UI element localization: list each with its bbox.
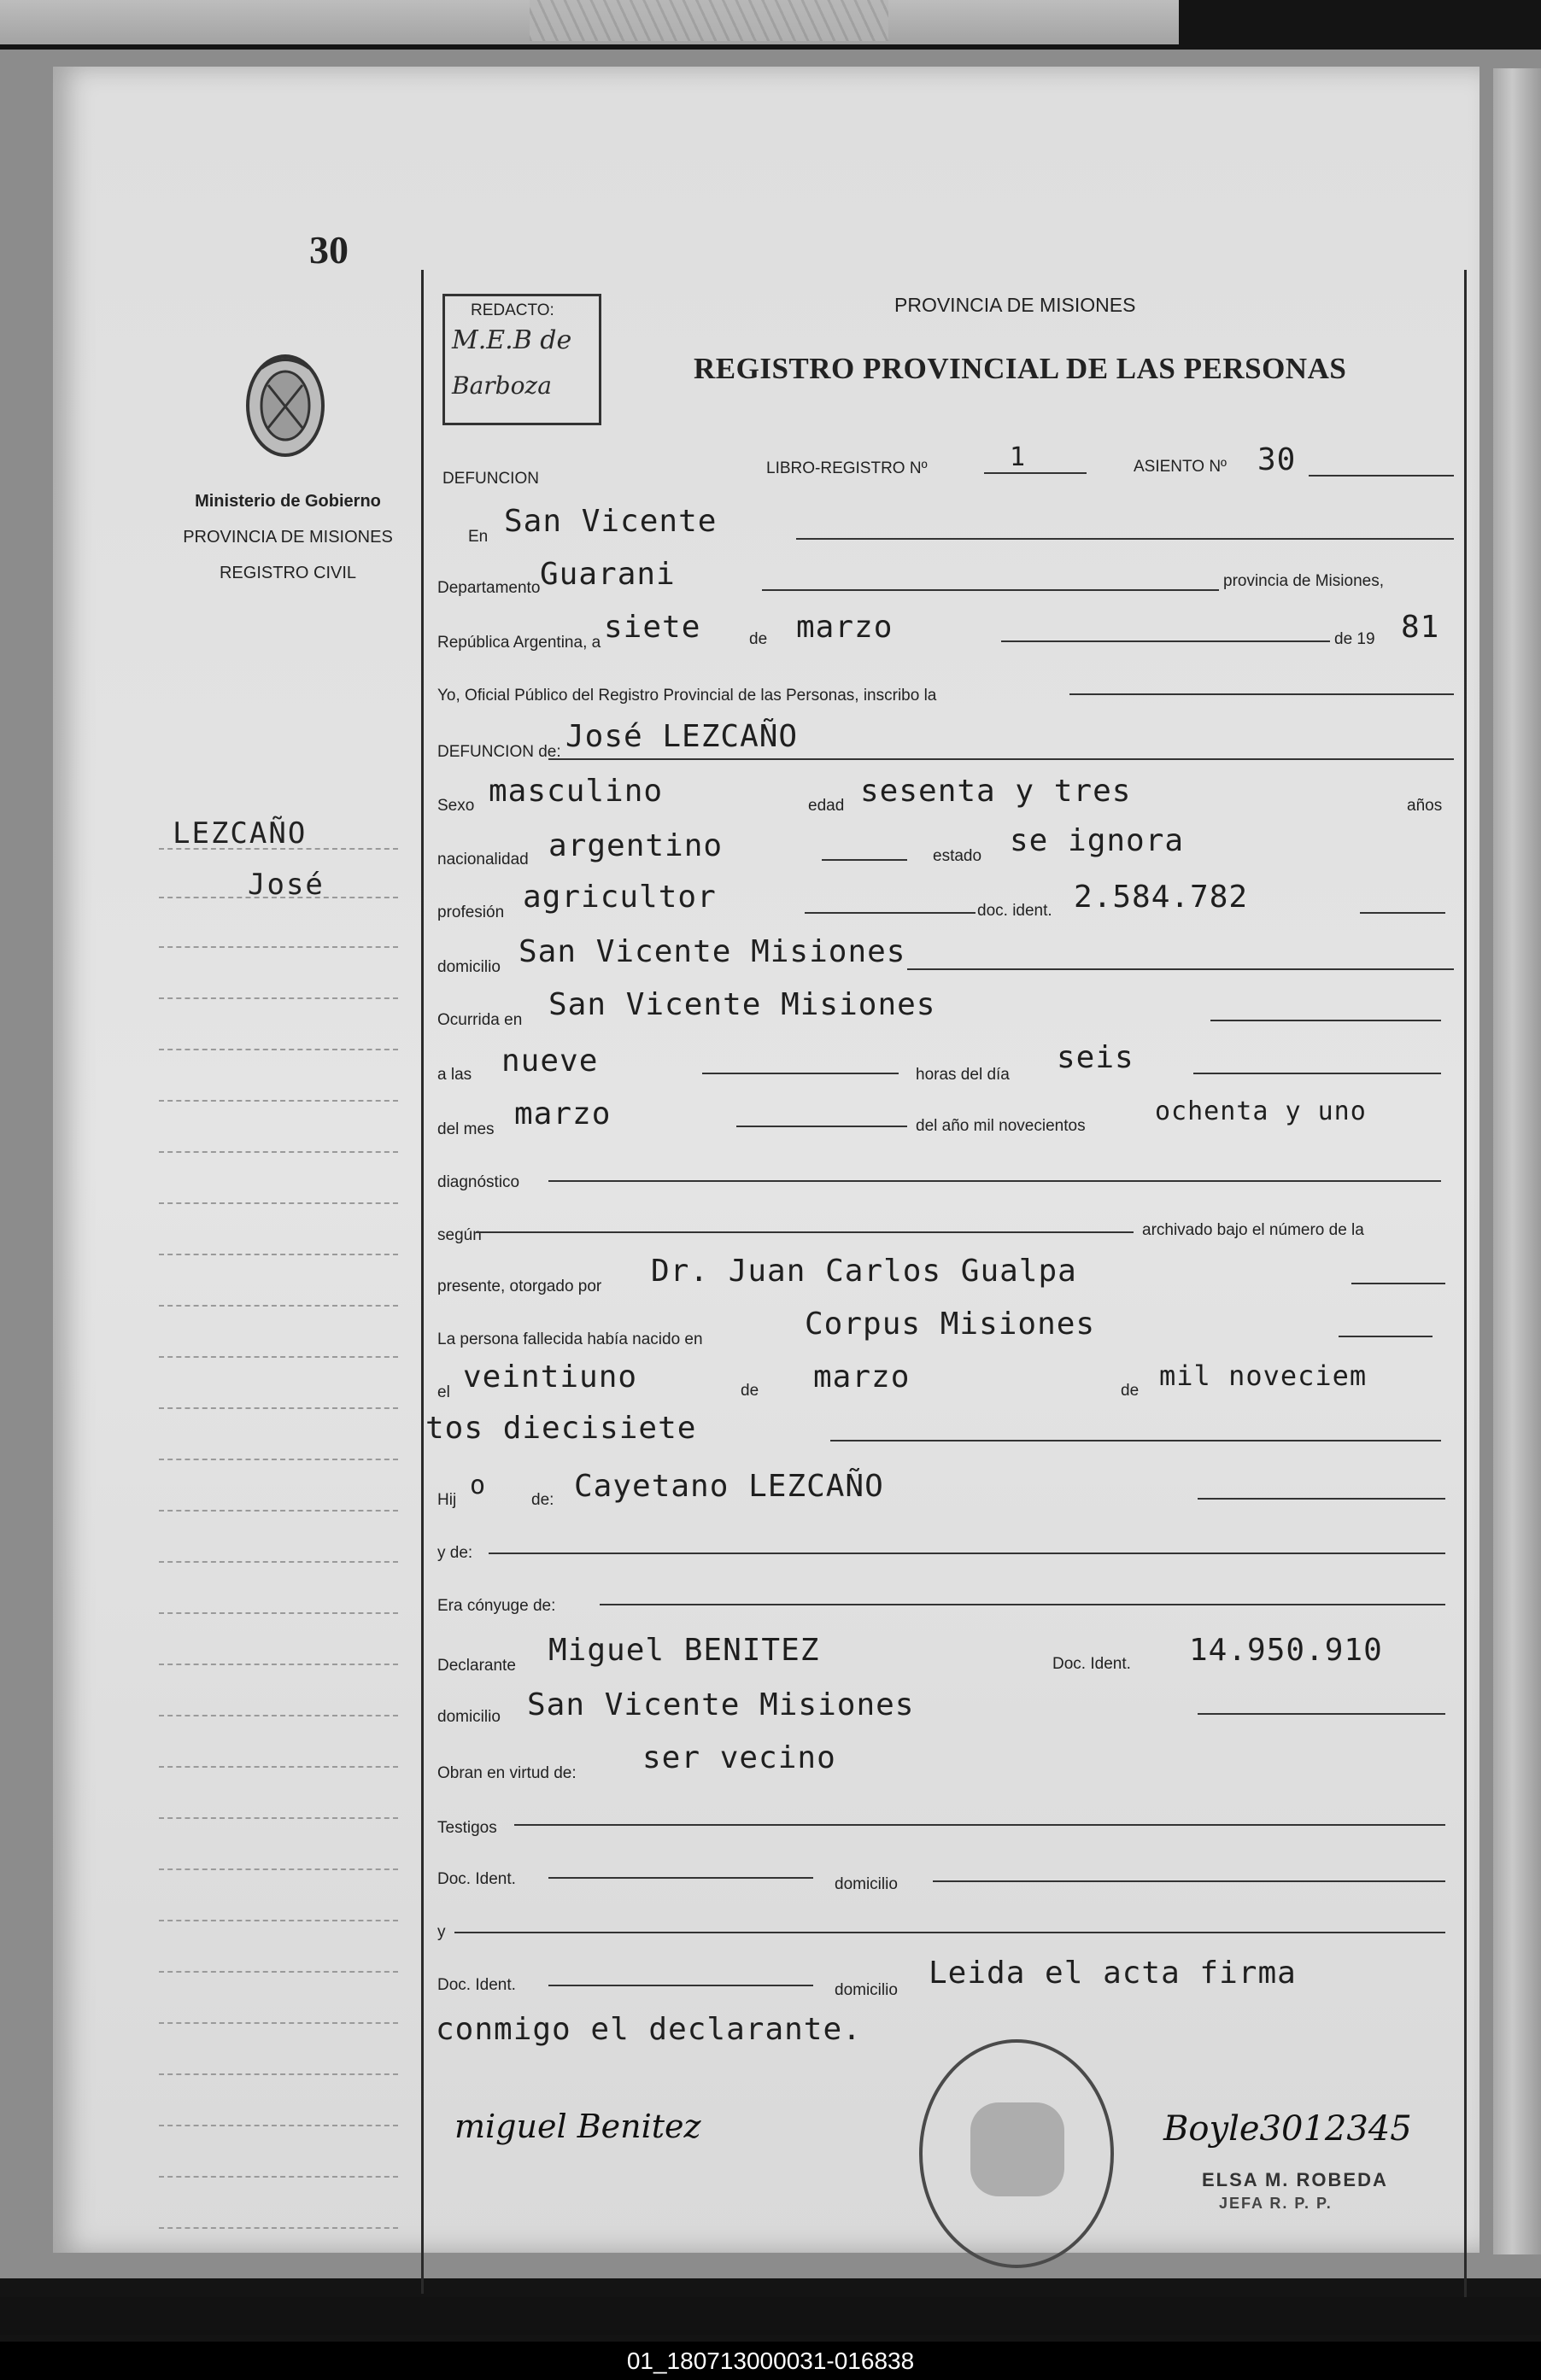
obran-label: Obran en virtud de: [437, 1764, 577, 1782]
el-value: veintiuno [463, 1360, 638, 1395]
ledger-line [159, 1100, 398, 1102]
defuncion-title: DEFUNCION [442, 470, 539, 488]
hijo-value: Cayetano LEZCAÑO [574, 1469, 884, 1504]
alas-value: nueve [501, 1044, 599, 1079]
fill-line [1069, 693, 1454, 695]
fill-line [702, 1073, 899, 1074]
delmes-value: marzo [514, 1096, 612, 1132]
hijo-de-label: de: [531, 1491, 554, 1509]
ledger-line [159, 848, 398, 850]
registry-title: REGISTRO PROVINCIAL DE LAS PERSONAS [694, 352, 1347, 385]
diagnostico-label: diagnóstico [437, 1173, 520, 1191]
official-role: JEFA R. P. P. [1219, 2195, 1333, 2212]
ledger-line [159, 2073, 398, 2075]
declarante-label: Declarante [437, 1657, 516, 1675]
testigos-label: Testigos [437, 1819, 497, 1837]
domicilio3-label: domicilio [835, 1875, 898, 1893]
ledger-line [159, 1459, 398, 1460]
yo-label: Yo, Oficial Público del Registro Provincial de las Personas, inscribo la [437, 687, 937, 705]
profesion-label: profesión [437, 903, 505, 921]
image-caption: 01_180713000031-016838 [0, 2342, 1541, 2380]
y-label: y [437, 1923, 446, 1941]
ledger-line [159, 1510, 398, 1512]
ledger-line [159, 1612, 398, 1614]
book-edge [1493, 68, 1541, 2254]
margin-divider [421, 270, 424, 2294]
libro-value: 1 [1010, 442, 1027, 472]
fill-line [822, 859, 907, 861]
margin-given-name: José [248, 868, 325, 902]
de3-value: mil noveciem [1159, 1360, 1368, 1392]
el-label: el [437, 1383, 450, 1401]
alas-label: a las [437, 1066, 472, 1084]
ocurrida-label: Ocurrida en [437, 1011, 523, 1029]
doc-value: 2.584.782 [1074, 880, 1249, 915]
en-value: San Vicente [504, 504, 718, 539]
estado-label: estado [933, 847, 982, 865]
scribble-mark [530, 0, 888, 41]
departamento-value: Guarani [540, 557, 676, 592]
fill-line [736, 1126, 907, 1127]
page-number: 30 [309, 228, 349, 272]
provincia-label: provincia de Misiones, [1223, 572, 1384, 590]
nacionalidad-label: nacionalidad [437, 851, 529, 868]
ledger-line [159, 1817, 398, 1819]
horas-value: seis [1057, 1040, 1134, 1075]
hijo-label: Hij [437, 1491, 457, 1509]
fill-line [548, 1985, 813, 1986]
province-heading: PROVINCIA DE MISIONES [894, 294, 1136, 316]
coat-of-arms-icon [243, 351, 328, 460]
ministry-line-1: Ministerio de Gobierno [195, 492, 381, 511]
asiento-value: 30 [1257, 442, 1297, 477]
ministry-block [164, 483, 412, 591]
ledger-line [159, 1305, 398, 1307]
declarante-value: Miguel BENITEZ [548, 1633, 820, 1668]
ledger-line [159, 1049, 398, 1050]
ministry-line-2: PROVINCIA DE MISIONES [183, 528, 393, 547]
redacto-handwriting-1: M.E.B de [452, 325, 572, 355]
ledger-line [159, 1356, 398, 1358]
estado-value: se ignora [1010, 823, 1185, 858]
ledger-line [159, 1766, 398, 1768]
delanio-value: ochenta y uno [1155, 1096, 1367, 1126]
nacionalidad-value: argentino [548, 828, 724, 863]
fill-line [1198, 1713, 1445, 1715]
sexo-label: Sexo [437, 797, 475, 815]
ledger-line [159, 997, 398, 999]
footer-strip [0, 2297, 1541, 2335]
anios-label: años [1407, 797, 1443, 815]
declarant-signature: miguel Benitez [454, 2108, 701, 2145]
nacido-label: La persona fallecida había nacido en [437, 1330, 703, 1348]
edad-label: edad [808, 797, 845, 815]
fill-line [1360, 912, 1445, 914]
fill-line [984, 472, 1087, 474]
ledger-line [159, 1561, 398, 1563]
ledger-line [159, 2125, 398, 2126]
fill-line [762, 589, 1219, 591]
asiento-label: ASIENTO Nº [1134, 458, 1227, 476]
official-name: ELSA M. ROBEDA [1202, 2169, 1388, 2190]
redacto-handwriting-2: Barboza [452, 371, 552, 400]
republica-label: República Argentina, a [437, 634, 601, 652]
official-stamp [919, 2039, 1114, 2268]
date-continuation: tos diecisiete [425, 1411, 697, 1446]
archivado-label: archivado bajo el número de la [1142, 1221, 1364, 1239]
departamento-label: Departamento [437, 579, 541, 597]
ministry-line-3: REGISTRO CIVIL [219, 564, 357, 582]
de2-label: de [741, 1382, 759, 1400]
en-label: En [468, 528, 489, 546]
segun-label: según [437, 1226, 482, 1244]
fill-line [830, 1440, 1441, 1441]
edad-value: sesenta y tres [860, 774, 1132, 809]
ledger-line [159, 1202, 398, 1204]
ledger-line [159, 1868, 398, 1870]
fill-line [1351, 1283, 1445, 1284]
ledger-line [159, 1715, 398, 1716]
delmes-label: del mes [437, 1120, 495, 1138]
presente-value: Dr. Juan Carlos Gualpa [651, 1254, 1077, 1289]
ledger-line [159, 2022, 398, 2024]
domicilio2-label: domicilio [437, 1708, 501, 1726]
fill-line [476, 1231, 1134, 1233]
leida-text: Leida el acta firma [929, 1956, 1297, 1991]
margin-surname: LEZCAÑO [173, 816, 308, 851]
domicilio2-value: San Vicente Misiones [527, 1687, 915, 1722]
top-page-strip [0, 0, 1179, 44]
obran-value: ser vecino [642, 1740, 836, 1775]
defuncion-de-label: DEFUNCION de: [437, 743, 561, 761]
hijo-suffix: o [470, 1471, 487, 1500]
ocurrida-value: San Vicente Misiones [548, 987, 936, 1022]
dia-value: siete [604, 610, 701, 645]
ledger-line [159, 1920, 398, 1921]
ledger-line [159, 946, 398, 948]
sexo-value: masculino [489, 774, 664, 809]
fill-line [548, 1877, 813, 1879]
delanio-label: del año mil novecientos [916, 1117, 1086, 1135]
fill-line [1339, 1336, 1433, 1337]
fill-line [548, 1180, 1441, 1182]
libro-label: LIBRO-REGISTRO Nº [766, 459, 928, 477]
fill-line [933, 1880, 1445, 1882]
fill-line [514, 1824, 1445, 1826]
ledger-line [159, 1664, 398, 1665]
right-border [1464, 270, 1467, 2298]
anio-value: 81 [1401, 610, 1440, 645]
de2-value: marzo [813, 1360, 911, 1395]
ledger-line [159, 2227, 398, 2229]
fill-line [454, 1932, 1445, 1933]
docid-label: Doc. Ident. [437, 1870, 516, 1888]
fill-line [1193, 1073, 1441, 1074]
de3-label: de [1121, 1382, 1140, 1400]
fill-line [1001, 640, 1330, 642]
conmigo-text: conmigo el declarante. [436, 2012, 862, 2047]
register-page [53, 67, 1479, 2253]
ledger-line [159, 2176, 398, 2178]
fill-line [548, 758, 1454, 760]
domicilio-value: San Vicente Misiones [519, 934, 906, 969]
ledger-line [159, 1151, 398, 1153]
fill-line [1309, 475, 1454, 477]
presente-label: presente, otorgado por [437, 1278, 602, 1295]
redacto-label: REDACTO: [471, 301, 554, 319]
yde-label: y de: [437, 1544, 473, 1562]
horas-label: horas del día [916, 1066, 1010, 1084]
fill-line [489, 1553, 1445, 1554]
defuncion-de-value: José LEZCAÑO [565, 719, 799, 754]
ledger-line [159, 1971, 398, 1973]
de-label: de [749, 630, 768, 648]
fill-line [1210, 1020, 1441, 1021]
mes-value: marzo [796, 610, 894, 645]
fill-line [805, 912, 976, 914]
doc-label: doc. ident. [977, 902, 1052, 920]
redacto-box [442, 294, 601, 425]
doc2-value: 14.950.910 [1189, 1633, 1383, 1668]
domicilio-label: domicilio [437, 958, 501, 976]
nacido-value: Corpus Misiones [805, 1307, 1096, 1342]
fill-line [796, 538, 1454, 540]
docid2-label: Doc. Ident. [437, 1976, 516, 1994]
ledger-line [159, 1254, 398, 1255]
fill-line [1198, 1498, 1445, 1500]
domicilio4-label: domicilio [835, 1981, 898, 1999]
doc2-label: Doc. Ident. [1052, 1655, 1131, 1673]
ledger-line [159, 1407, 398, 1409]
ledger-line [159, 897, 398, 898]
conyuge-label: Era cónyuge de: [437, 1597, 556, 1615]
de19-label: de 19 [1334, 630, 1375, 648]
fill-line [907, 968, 1454, 970]
official-signature: Boyle3012345 [1163, 2109, 1412, 2149]
fill-line [600, 1604, 1445, 1605]
profesion-value: agricultor [523, 880, 717, 915]
